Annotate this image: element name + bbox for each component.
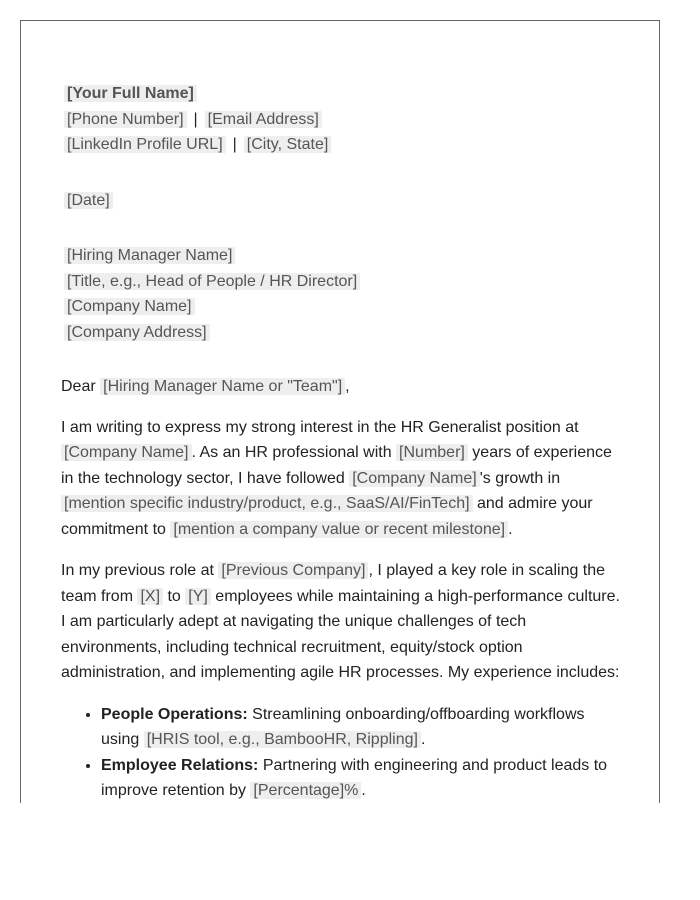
placeholder-x: [X]: [137, 588, 163, 605]
letter-date: [Date]: [64, 192, 113, 209]
placeholder-percentage: [Percentage]%: [250, 782, 361, 799]
sender-links-line: [64, 132, 626, 158]
separator: |: [193, 110, 198, 128]
paragraph-intro: I am writing to express my strong interest in the HR Generalist position at [Company Name] . As an HR professional with [Number] years of experience in the technology sector, I have followed [Company Name] 's growth in [mention specific industry/product, e.g., SaaS/AI/FinTech] and admire your commitment to [mention a company value or recent milestone] .: [61, 418, 612, 538]
placeholder-company-value: [mention a company value or recent milestone]: [170, 521, 508, 538]
bullet-label: Employee Relations:: [101, 756, 259, 774]
placeholder-y: [Y]: [185, 588, 211, 605]
salutation-prefix: Dear: [61, 378, 96, 395]
separator: |: [232, 136, 237, 153]
sender-linkedin: [LinkedIn Profile URL]: [64, 136, 226, 153]
sender-full-name: [Your Full Name]: [64, 85, 197, 102]
placeholder-company-name: [Company Name]: [61, 444, 192, 461]
placeholder-company-name: [Company Name]: [349, 470, 480, 487]
recipient-name: [Hiring Manager Name]: [64, 247, 235, 264]
sender-contact-line: [64, 107, 626, 133]
list-item: • People Operations: Streamlining onboarding/offboarding workflows using [HRIS tool, e.g., BambooHR, Rippling] .: [101, 702, 626, 753]
sender-phone: [Phone Number]: [64, 111, 187, 128]
sender-city: [City, State]: [244, 136, 332, 153]
list-item: • Employee Relations: Partnering with engineering and product leads to improve retention by [Percentage]% .: [101, 753, 626, 804]
letter-content: [61, 81, 626, 803]
sender-email: [Email Address]: [205, 111, 322, 128]
placeholder-industry: [mention specific industry/product, e.g., SaaS/AI/FinTech]: [61, 495, 473, 512]
recipient-company: [Company Name]: [64, 298, 195, 315]
letter-page: [20, 20, 660, 803]
placeholder-number: [Number]: [396, 444, 468, 461]
placeholder-previous-company: [Previous Company]: [218, 562, 368, 579]
placeholder-hris-tool: [HRIS tool, e.g., BambooHR, Rippling]: [144, 731, 421, 748]
sender-header: [61, 81, 626, 345]
paragraph-experience: In my previous role at [Previous Company] , I played a key role in scaling the team from [X] to [Y] employees while maintaining a high-performance culture. I am particularly adept at navigating the unique challenges of tech environments, including technical recruitment, equity/stock option administration, and implementing agile HR processes. My experience includes:: [61, 562, 620, 681]
experience-list: [61, 702, 626, 804]
bullet-label: People Operations:: [101, 705, 248, 723]
recipient-title: [Title, e.g., Head of People / HR Director]: [64, 273, 360, 290]
salutation-suffix: ,: [345, 378, 350, 395]
salutation-placeholder: [Hiring Manager Name or "Team"]: [100, 378, 345, 395]
recipient-address: [Company Address]: [64, 324, 210, 341]
salutation: [61, 374, 626, 400]
